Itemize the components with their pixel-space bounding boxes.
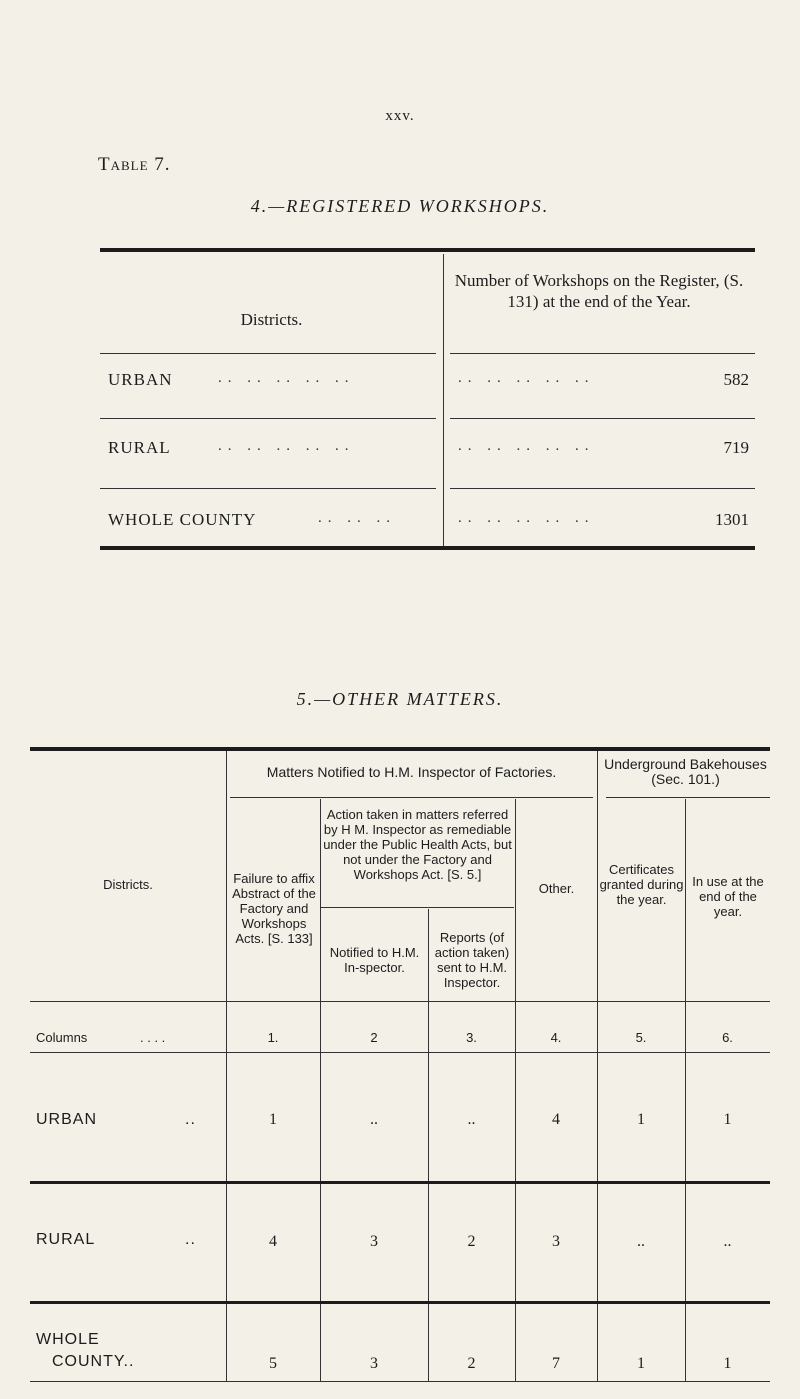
column-number-2: 2	[370, 1030, 378, 1045]
row-value-rural: 719	[723, 438, 749, 457]
row-district-urban: URBAN	[108, 370, 173, 389]
whole-county-col-6: 1	[723, 1355, 732, 1372]
whole-county-col-3: 2	[467, 1355, 476, 1372]
column-number-3: 3.	[466, 1030, 477, 1045]
row-label-dots: .. .. .. .. ..	[218, 370, 355, 386]
row-district-urban: URBAN	[36, 1111, 98, 1128]
header-other: Other.	[538, 881, 575, 896]
rural-col-2: 3	[370, 1233, 378, 1250]
header-districts: Districts.	[103, 877, 153, 892]
row-label-dots: .. .. ..	[318, 510, 396, 526]
urban-col-5: 1	[637, 1111, 645, 1128]
columns-label: Columns	[36, 1030, 88, 1045]
rural-col-4: 3	[552, 1233, 560, 1250]
rural-col-3: 2	[467, 1233, 476, 1250]
header-failure-to-affix: Failure to affix Abstract of the Factory and Workshops Acts. [S. 133]	[232, 871, 316, 946]
row-label-dots: .. .. .. .. ..	[218, 438, 355, 454]
section-5-title: 5.—OTHER MATTERS.	[296, 689, 504, 709]
rural-col-1: 4	[269, 1233, 277, 1250]
header-notified-to-inspector: Notified to H.M. In-spector.	[329, 945, 420, 975]
page-number: xxv.	[385, 108, 415, 124]
header-reports-sent: Reports (of action taken) sent to H.M. Inspector.	[434, 930, 510, 990]
rural-col-6: ..	[723, 1233, 732, 1250]
row-value-dots: .. .. .. .. ..	[458, 438, 595, 454]
column-number-1: 1.	[267, 1030, 279, 1045]
urban-col-6: 1	[723, 1111, 732, 1128]
row-district-whole: WHOLE	[36, 1331, 100, 1348]
column-number-6: 6.	[722, 1030, 733, 1045]
columns-dots: . . . .	[140, 1030, 166, 1045]
row-label-dots: ..	[185, 1111, 196, 1128]
row-district-rural: RURAL	[108, 438, 171, 457]
registered-workshops-table	[100, 248, 755, 553]
urban-col-4: 4	[552, 1111, 560, 1128]
whole-county-col-5: 1	[637, 1355, 645, 1372]
row-value-urban: 582	[723, 370, 749, 389]
column-number-4: 4.	[550, 1030, 562, 1045]
header-in-use: In use at the end of the year.	[692, 874, 764, 919]
header-matters-notified: Matters Notified to H.M. Inspector of Factories.	[266, 764, 557, 780]
column-number-5: 5.	[635, 1030, 647, 1045]
header-action-taken: Action taken in matters referred by H M. Inspector as remediable under the Public Health Acts, but not under the Factory and Workshops Act. [S. 5.]	[323, 807, 512, 882]
row-value-dots: .. .. .. .. ..	[458, 510, 595, 526]
table-label: Table 7.	[98, 154, 171, 175]
header-number-of-workshops: Number of Workshops on the Register, (S. 131) at the end of the Year.	[454, 271, 744, 311]
whole-county-col-4: 7	[552, 1355, 560, 1372]
other-matters-table	[30, 747, 770, 1383]
urban-col-3: ..	[467, 1111, 476, 1128]
section-4-title: 4.—REGISTERED WORKSHOPS.	[250, 196, 550, 216]
whole-county-col-1: 5	[269, 1355, 277, 1372]
row-district-rural: RURAL	[36, 1231, 96, 1248]
row-district-whole-county: WHOLE COUNTY	[108, 510, 257, 529]
rural-col-5: ..	[637, 1233, 645, 1250]
row-value-dots: .. .. .. .. ..	[458, 370, 595, 386]
urban-col-1: 1	[269, 1111, 277, 1128]
whole-county-col-2: 3	[370, 1355, 378, 1372]
header-certificates-granted: Certificates granted during the year.	[599, 862, 684, 907]
header-districts: Districts.	[240, 310, 303, 329]
row-value-whole-county: 1301	[715, 510, 749, 529]
row-district-county: COUNTY..	[52, 1353, 135, 1370]
urban-col-2: ..	[370, 1111, 378, 1128]
header-underground-bakehouses: Underground Bakehouses (Sec. 101.)	[604, 756, 767, 787]
row-label-dots: ..	[185, 1231, 196, 1248]
